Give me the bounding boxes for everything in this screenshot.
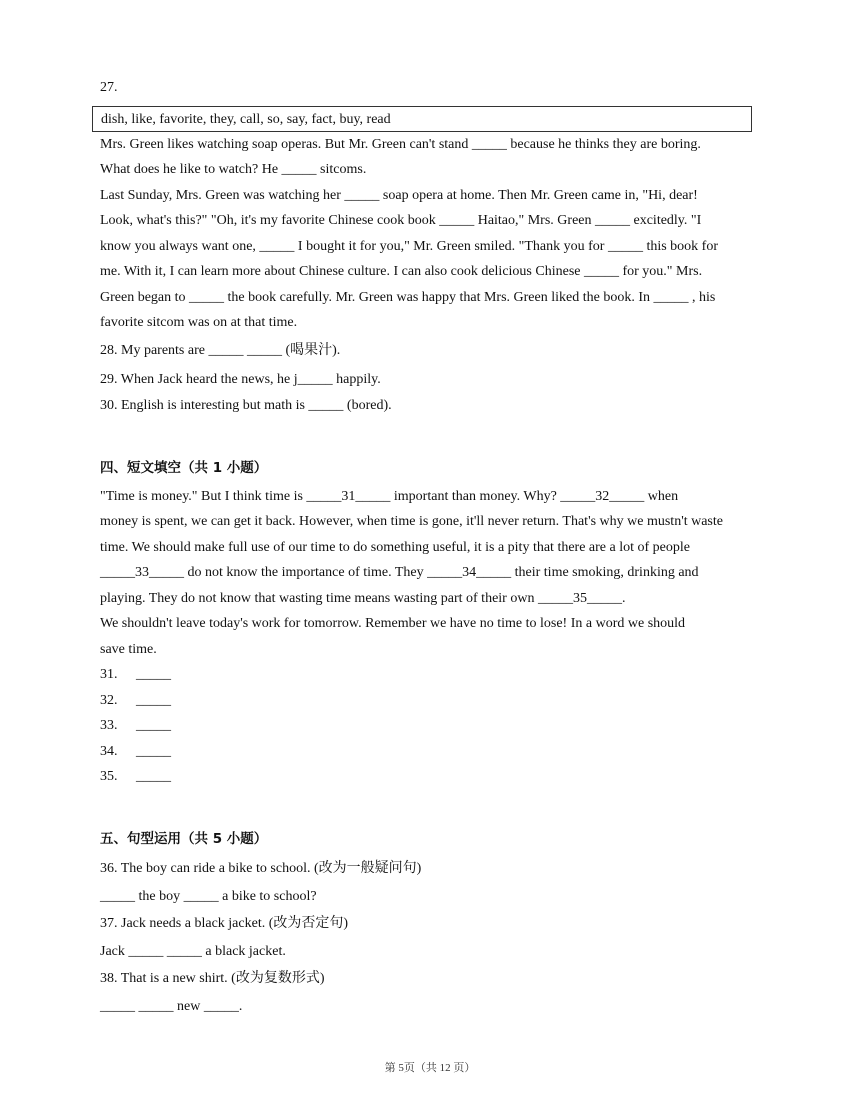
answer-line-31 xyxy=(100,666,171,684)
passage-line: know you always want one, _____ I bought it for you," Mr. Green smiled. "Thank you for _____ this book for xyxy=(100,239,719,254)
answer-37: Jack _____ _____ a black jacket. xyxy=(100,944,286,959)
answer-number: 33. xyxy=(100,718,118,733)
answer-number: 35. xyxy=(100,769,118,784)
cloze-line: _____33_____ do not know the importance of time. They _____34_____ their time smoking, drinking and xyxy=(100,565,699,580)
answer-line-32 xyxy=(100,692,171,710)
answer-38: _____ _____ new _____. xyxy=(100,999,243,1014)
cloze-line: playing. They do not know that wasting time means wasting part of their own _____35_____. xyxy=(100,591,626,606)
answer-line-34 xyxy=(100,743,171,761)
question-29: 29. When Jack heard the news, he j_____ happily. xyxy=(100,372,381,387)
section-5-heading: 五、句型运用（共 5 小题） xyxy=(100,831,268,847)
cloze-line: money is spent, we can get it back. However, when time is gone, it'll never return. That's why we mustn't waste xyxy=(100,514,723,529)
cloze-line: "Time is money." But I think time is _____31_____ important than money. Why? _____32_____ when xyxy=(100,489,679,504)
answer-36: _____ the boy _____ a bike to school? xyxy=(100,889,317,904)
cloze-line: We shouldn't leave today's work for tomorrow. Remember we have no time to lose! In a word we should xyxy=(100,616,686,631)
word-bank-box xyxy=(92,106,752,132)
answer-number: 31. xyxy=(100,667,118,682)
answer-line-33 xyxy=(100,717,171,735)
question-28: 28. My parents are _____ _____ (喝果汁). xyxy=(100,343,341,358)
question-38: 38. That is a new shirt. (改为复数形式) xyxy=(100,971,325,986)
page-footer: 第 5页（共 12 页） xyxy=(384,1062,476,1074)
passage-line: What does he like to watch? He _____ sitcoms. xyxy=(100,162,367,177)
passage-line: Look, what's this?" "Oh, it's my favorite Chinese cook book _____ Haitao," Mrs. Green _____ excitedly. "I xyxy=(100,213,702,228)
question-30: 30. English is interesting but math is _____ (bored). xyxy=(100,398,392,413)
passage-line: Green began to _____ the book carefully. Mr. Green was happy that Mrs. Green liked the book. In _____ , his xyxy=(100,290,716,305)
passage-line: favorite sitcom was on at that time. xyxy=(100,315,298,330)
answer-blank: _____ xyxy=(136,693,171,708)
word-bank-text: dish, like, favorite, they, call, so, say, fact, buy, read xyxy=(101,112,391,127)
answer-blank: _____ xyxy=(136,769,171,784)
question-37: 37. Jack needs a black jacket. (改为否定句) xyxy=(100,916,349,931)
cloze-line: time. We should make full use of our time to do something useful, it is a pity that there are a lot of people xyxy=(100,540,690,555)
answer-blank: _____ xyxy=(136,667,171,682)
answer-number: 32. xyxy=(100,693,118,708)
section-4-heading: 四、短文填空（共 1 小题） xyxy=(100,460,268,476)
question-27-number: 27. xyxy=(100,80,118,95)
passage-line: Last Sunday, Mrs. Green was watching her _____ soap opera at home. Then Mr. Green came in, "Hi, dear! xyxy=(100,188,698,203)
answer-blank: _____ xyxy=(136,744,171,759)
answer-line-35 xyxy=(100,768,171,786)
question-36: 36. The boy can ride a bike to school. (改为一般疑问句) xyxy=(100,861,422,876)
passage-line: me. With it, I can learn more about Chinese culture. I can also cook delicious Chinese _____ for you." Mrs. xyxy=(100,264,703,279)
cloze-line: save time. xyxy=(100,642,157,657)
answer-blank: _____ xyxy=(136,718,171,733)
answer-number: 34. xyxy=(100,744,118,759)
passage-line: Mrs. Green likes watching soap operas. But Mr. Green can't stand _____ because he thinks they are boring. xyxy=(100,137,701,152)
